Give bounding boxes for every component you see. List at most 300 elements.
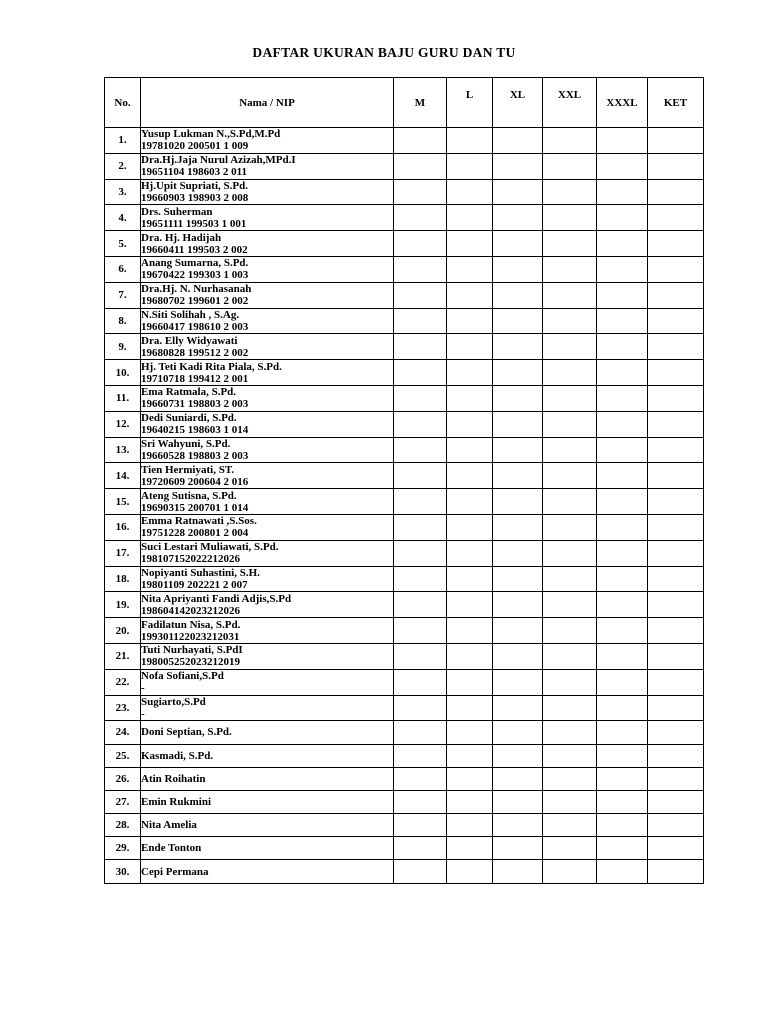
table-row xyxy=(105,128,704,154)
row-number: 12. xyxy=(105,411,141,437)
person-name: Ende Tonton xyxy=(141,842,202,855)
size-cell-l xyxy=(447,837,493,860)
size-cell-l xyxy=(447,153,493,179)
table-body xyxy=(105,128,704,884)
header-size-xxxl: XXXL xyxy=(597,78,648,128)
person-name: Hj. Teti Kadi Rita Piala, S.Pd. xyxy=(141,360,282,373)
size-cell-m xyxy=(394,385,447,411)
size-cell-xxxl xyxy=(597,411,648,437)
row-number: 4. xyxy=(105,205,141,231)
size-cell-l xyxy=(447,744,493,767)
person-nip: 19660417 198610 2 003 xyxy=(141,320,249,333)
size-cell-ket xyxy=(648,837,704,860)
table-row xyxy=(105,837,704,860)
table-row xyxy=(105,618,704,644)
size-cell-xxl xyxy=(543,385,597,411)
size-cell-l xyxy=(447,179,493,205)
size-cell-l xyxy=(447,128,493,154)
person-nip: 19660528 198803 2 003 xyxy=(141,449,249,462)
size-cell-xl xyxy=(493,643,543,669)
person-nip: 19680702 199601 2 002 xyxy=(141,295,249,308)
size-cell-m xyxy=(394,744,447,767)
size-cell-xl xyxy=(493,334,543,360)
person-name: Sugiarto,S.Pd xyxy=(141,695,206,708)
row-number: 15. xyxy=(105,489,141,515)
name-nip-cell xyxy=(141,489,394,515)
person-name: Doni Septian, S.Pd. xyxy=(141,726,232,739)
row-number: 18. xyxy=(105,566,141,592)
person-nip: 198107152022212026 xyxy=(141,553,240,566)
person-nip: 19680828 199512 2 002 xyxy=(141,346,249,359)
size-cell-xxl xyxy=(543,721,597,744)
size-cell-xxxl xyxy=(597,437,648,463)
size-cell-l xyxy=(447,790,493,813)
name-nip-cell xyxy=(141,360,394,386)
size-cell-xxl xyxy=(543,744,597,767)
table-row xyxy=(105,256,704,282)
name-nip-cell xyxy=(141,814,394,837)
name-nip-cell xyxy=(141,592,394,618)
size-cell-xxxl xyxy=(597,695,648,721)
person-name: Ema Ratmala, S.Pd. xyxy=(141,386,237,399)
size-cell-ket xyxy=(648,385,704,411)
size-cell-xxl xyxy=(543,360,597,386)
person-name: Kasmadi, S.Pd. xyxy=(141,749,214,762)
name-nip-cell xyxy=(141,837,394,860)
size-cell-ket xyxy=(648,489,704,515)
size-cell-m xyxy=(394,669,447,695)
size-cell-ket xyxy=(648,463,704,489)
row-number: 25. xyxy=(105,744,141,767)
size-cell-m xyxy=(394,489,447,515)
size-cell-xl xyxy=(493,437,543,463)
table-row xyxy=(105,231,704,257)
size-cell-ket xyxy=(648,592,704,618)
name-nip-cell xyxy=(141,282,394,308)
name-nip-cell xyxy=(141,618,394,644)
person-name: Fadilatun Nisa, S.Pd. xyxy=(141,618,241,631)
document-title: DAFTAR UKURAN BAJU GURU DAN TU xyxy=(252,45,516,60)
size-cell-ket xyxy=(648,360,704,386)
size-cell-xxxl xyxy=(597,489,648,515)
size-cell-l xyxy=(447,282,493,308)
size-cell-m xyxy=(394,205,447,231)
size-cell-ket xyxy=(648,308,704,334)
size-cell-xxxl xyxy=(597,814,648,837)
name-nip-cell xyxy=(141,695,394,721)
size-cell-xxxl xyxy=(597,592,648,618)
person-nip: 19670422 199303 1 003 xyxy=(141,269,249,282)
size-cell-xxl xyxy=(543,592,597,618)
name-nip-cell xyxy=(141,790,394,813)
header-size-m: M xyxy=(394,78,447,128)
size-cell-xl xyxy=(493,385,543,411)
size-cell-m xyxy=(394,231,447,257)
person-name: Hj.Upit Supriati, S.Pd. xyxy=(141,179,248,192)
table-row xyxy=(105,308,704,334)
row-number: 5. xyxy=(105,231,141,257)
size-cell-ket xyxy=(648,767,704,790)
size-cell-l xyxy=(447,360,493,386)
size-cell-m xyxy=(394,790,447,813)
size-cell-l xyxy=(447,767,493,790)
name-nip-cell xyxy=(141,308,394,334)
size-cell-xxxl xyxy=(597,205,648,231)
size-cell-xl xyxy=(493,282,543,308)
size-cell-xxxl xyxy=(597,334,648,360)
size-cell-ket xyxy=(648,669,704,695)
size-cell-ket xyxy=(648,790,704,813)
size-cell-l xyxy=(447,592,493,618)
size-cell-m xyxy=(394,540,447,566)
person-nip: 19660731 198803 2 003 xyxy=(141,398,249,411)
size-cell-xl xyxy=(493,205,543,231)
person-nip: - xyxy=(141,682,145,695)
name-nip-cell xyxy=(141,411,394,437)
table-row xyxy=(105,790,704,813)
row-number: 28. xyxy=(105,814,141,837)
table-row xyxy=(105,744,704,767)
table-row xyxy=(105,360,704,386)
header-no: No. xyxy=(105,78,141,128)
size-cell-xl xyxy=(493,695,543,721)
size-cell-xxl xyxy=(543,308,597,334)
size-cell-xl xyxy=(493,514,543,540)
size-cell-xxl xyxy=(543,256,597,282)
size-cell-m xyxy=(394,256,447,282)
table-header-row xyxy=(105,78,704,128)
row-number: 27. xyxy=(105,790,141,813)
size-cell-xxxl xyxy=(597,767,648,790)
size-cell-m xyxy=(394,153,447,179)
header-ket: KET xyxy=(648,78,704,128)
table-row xyxy=(105,767,704,790)
size-cell-xxxl xyxy=(597,566,648,592)
size-cell-l xyxy=(447,814,493,837)
size-cell-xxl xyxy=(543,489,597,515)
size-cell-xl xyxy=(493,308,543,334)
person-nip: - xyxy=(141,707,145,720)
size-cell-xxl xyxy=(543,860,597,883)
row-number: 14. xyxy=(105,463,141,489)
row-number: 17. xyxy=(105,540,141,566)
size-cell-ket xyxy=(648,540,704,566)
size-cell-m xyxy=(394,721,447,744)
size-cell-xxl xyxy=(543,231,597,257)
size-cell-m xyxy=(394,618,447,644)
size-cell-l xyxy=(447,334,493,360)
table-row xyxy=(105,514,704,540)
size-cell-ket xyxy=(648,721,704,744)
size-cell-xxl xyxy=(543,540,597,566)
person-name: Dra. Hj. Hadijah xyxy=(141,231,222,244)
name-nip-cell xyxy=(141,231,394,257)
table-row xyxy=(105,334,704,360)
table-row xyxy=(105,153,704,179)
size-cell-xl xyxy=(493,256,543,282)
row-number: 2. xyxy=(105,153,141,179)
table-row xyxy=(105,592,704,618)
name-nip-cell xyxy=(141,514,394,540)
person-nip: 19801109 202221 2 007 xyxy=(141,578,248,591)
size-cell-xxxl xyxy=(597,618,648,644)
size-cell-l xyxy=(447,489,493,515)
person-name: Dra. Elly Widyawati xyxy=(141,334,238,347)
name-nip-cell xyxy=(141,153,394,179)
row-number: 6. xyxy=(105,256,141,282)
size-cell-xxxl xyxy=(597,179,648,205)
size-cell-xxl xyxy=(543,334,597,360)
table-row xyxy=(105,669,704,695)
person-name: Emma Ratnawati ,S.Sos. xyxy=(141,515,257,528)
size-cell-ket xyxy=(648,153,704,179)
size-cell-xxxl xyxy=(597,837,648,860)
size-cell-ket xyxy=(648,514,704,540)
size-cell-xl xyxy=(493,153,543,179)
size-cell-m xyxy=(394,767,447,790)
size-cell-l xyxy=(447,669,493,695)
size-cell-ket xyxy=(648,618,704,644)
size-cell-m xyxy=(394,695,447,721)
name-nip-cell xyxy=(141,437,394,463)
row-number: 30. xyxy=(105,860,141,883)
header-size-xl: XL xyxy=(493,78,543,128)
person-name: Nopiyanti Suhastini, S.H. xyxy=(141,566,260,579)
name-nip-cell xyxy=(141,179,394,205)
size-cell-m xyxy=(394,463,447,489)
table-row xyxy=(105,695,704,721)
row-number: 19. xyxy=(105,592,141,618)
name-nip-cell xyxy=(141,128,394,154)
size-cell-xxxl xyxy=(597,360,648,386)
row-number: 16. xyxy=(105,514,141,540)
person-nip: 19751228 200801 2 004 xyxy=(141,527,249,540)
size-cell-xxxl xyxy=(597,128,648,154)
person-nip: 19640215 198603 1 014 xyxy=(141,424,249,437)
person-name: Suci Lestari Muliawati, S.Pd. xyxy=(141,541,279,554)
table-row xyxy=(105,385,704,411)
size-cell-xxl xyxy=(543,566,597,592)
size-cell-ket xyxy=(648,695,704,721)
size-cell-ket xyxy=(648,814,704,837)
table-row xyxy=(105,721,704,744)
person-name: Anang Sumarna, S.Pd. xyxy=(141,257,249,270)
person-nip: 19651111 199503 1 001 xyxy=(141,217,247,230)
person-nip: 19710718 199412 2 001 xyxy=(141,372,249,385)
size-cell-xxl xyxy=(543,695,597,721)
row-number: 13. xyxy=(105,437,141,463)
table-row xyxy=(105,179,704,205)
person-nip: 198005252023212019 xyxy=(141,656,240,669)
row-number: 11. xyxy=(105,385,141,411)
size-cell-l xyxy=(447,411,493,437)
size-cell-ket xyxy=(648,256,704,282)
size-cell-m xyxy=(394,360,447,386)
person-nip: 19660411 199503 2 002 xyxy=(141,243,248,256)
size-cell-xxl xyxy=(543,618,597,644)
name-nip-cell xyxy=(141,643,394,669)
size-cell-xl xyxy=(493,767,543,790)
size-cell-l xyxy=(447,721,493,744)
person-name: Ateng Sutisna, S.Pd. xyxy=(141,489,237,502)
size-cell-m xyxy=(394,437,447,463)
row-number: 29. xyxy=(105,837,141,860)
person-name: Emin Rukmini xyxy=(141,795,211,808)
size-cell-xxxl xyxy=(597,231,648,257)
size-cell-m xyxy=(394,860,447,883)
size-cell-m xyxy=(394,643,447,669)
header-size-xxl: XXL xyxy=(543,78,597,128)
name-nip-cell xyxy=(141,540,394,566)
table-row xyxy=(105,411,704,437)
table-row xyxy=(105,205,704,231)
size-cell-ket xyxy=(648,566,704,592)
size-cell-xl xyxy=(493,860,543,883)
size-cell-xxl xyxy=(543,205,597,231)
size-cell-m xyxy=(394,282,447,308)
person-name: Drs. Suherman xyxy=(141,205,213,218)
row-number: 1. xyxy=(105,128,141,154)
name-nip-cell xyxy=(141,385,394,411)
size-cell-m xyxy=(394,411,447,437)
size-cell-ket xyxy=(648,231,704,257)
size-cell-xxl xyxy=(543,643,597,669)
name-nip-cell xyxy=(141,767,394,790)
size-cell-l xyxy=(447,540,493,566)
person-name: Tuti Nurhayati, S.PdI xyxy=(141,644,243,657)
size-cell-l xyxy=(447,463,493,489)
person-name: Dra.Hj. N. Nurhasanah xyxy=(141,283,252,296)
size-cell-xl xyxy=(493,540,543,566)
size-cell-xxl xyxy=(543,179,597,205)
size-cell-xl xyxy=(493,489,543,515)
person-nip: 198604142023212026 xyxy=(141,604,240,617)
size-cell-xxxl xyxy=(597,153,648,179)
size-cell-m xyxy=(394,334,447,360)
size-cell-xxxl xyxy=(597,282,648,308)
size-cell-ket xyxy=(648,205,704,231)
size-cell-ket xyxy=(648,282,704,308)
size-cell-m xyxy=(394,592,447,618)
size-cell-xxl xyxy=(543,463,597,489)
name-nip-cell xyxy=(141,721,394,744)
row-number: 21. xyxy=(105,643,141,669)
size-cell-xxl xyxy=(543,837,597,860)
size-cell-l xyxy=(447,256,493,282)
size-cell-m xyxy=(394,814,447,837)
size-cell-xl xyxy=(493,814,543,837)
name-nip-cell xyxy=(141,256,394,282)
size-cell-xl xyxy=(493,618,543,644)
size-cell-ket xyxy=(648,179,704,205)
size-cell-l xyxy=(447,566,493,592)
size-cell-xxxl xyxy=(597,385,648,411)
size-cell-l xyxy=(447,385,493,411)
size-cell-xl xyxy=(493,360,543,386)
person-name: Yusup Lukman N.,S.Pd,M.Pd xyxy=(141,128,281,141)
table-row xyxy=(105,566,704,592)
row-number: 7. xyxy=(105,282,141,308)
size-cell-l xyxy=(447,231,493,257)
size-cell-l xyxy=(447,308,493,334)
person-name: Tien Hermiyati, ST. xyxy=(141,463,235,476)
size-cell-xxxl xyxy=(597,669,648,695)
size-cell-xxl xyxy=(543,437,597,463)
size-cell-m xyxy=(394,837,447,860)
person-nip: 19720609 200604 2 016 xyxy=(141,475,249,488)
row-number: 23. xyxy=(105,695,141,721)
size-cell-xxl xyxy=(543,814,597,837)
size-cell-xxl xyxy=(543,128,597,154)
table-row xyxy=(105,814,704,837)
size-cell-xl xyxy=(493,566,543,592)
size-cell-ket xyxy=(648,437,704,463)
size-cell-xl xyxy=(493,669,543,695)
size-cell-l xyxy=(447,695,493,721)
size-cell-xl xyxy=(493,128,543,154)
size-cell-xxl xyxy=(543,153,597,179)
size-cell-m xyxy=(394,128,447,154)
size-cell-ket xyxy=(648,334,704,360)
size-cell-ket xyxy=(648,643,704,669)
table-row xyxy=(105,463,704,489)
name-nip-cell xyxy=(141,860,394,883)
person-nip: 19660903 198903 2 008 xyxy=(141,191,249,204)
size-cell-xl xyxy=(493,744,543,767)
table-row xyxy=(105,860,704,883)
size-cell-xxl xyxy=(543,411,597,437)
size-cell-ket xyxy=(648,411,704,437)
table-row xyxy=(105,282,704,308)
person-nip: 19690315 200701 1 014 xyxy=(141,501,249,514)
person-nip: 199301122023212031 xyxy=(141,630,240,643)
row-number: 24. xyxy=(105,721,141,744)
name-nip-cell xyxy=(141,744,394,767)
size-cell-ket xyxy=(648,744,704,767)
size-cell-xl xyxy=(493,837,543,860)
table-row xyxy=(105,643,704,669)
size-cell-xxxl xyxy=(597,514,648,540)
person-name: Dedi Suniardi, S.Pd. xyxy=(141,412,237,425)
name-nip-cell xyxy=(141,669,394,695)
name-nip-cell xyxy=(141,463,394,489)
person-name: N.Siti Solihah , S.Ag. xyxy=(141,308,240,321)
size-cell-xxxl xyxy=(597,744,648,767)
row-number: 26. xyxy=(105,767,141,790)
size-cell-xl xyxy=(493,231,543,257)
size-cell-l xyxy=(447,618,493,644)
row-number: 3. xyxy=(105,179,141,205)
row-number: 10. xyxy=(105,360,141,386)
row-number: 20. xyxy=(105,618,141,644)
size-cell-l xyxy=(447,514,493,540)
size-cell-xxxl xyxy=(597,790,648,813)
size-cell-m xyxy=(394,514,447,540)
name-nip-cell xyxy=(141,566,394,592)
person-name: Nita Amelia xyxy=(141,819,197,832)
table-row xyxy=(105,437,704,463)
size-cell-xxl xyxy=(543,669,597,695)
size-cell-xxxl xyxy=(597,540,648,566)
size-cell-ket xyxy=(648,860,704,883)
size-cell-xxxl xyxy=(597,256,648,282)
row-number: 22. xyxy=(105,669,141,695)
size-cell-xxl xyxy=(543,282,597,308)
person-name: Cepi Permana xyxy=(141,865,209,878)
size-cell-xxl xyxy=(543,514,597,540)
size-cell-xl xyxy=(493,463,543,489)
person-nip: 19781020 200501 1 009 xyxy=(141,140,249,153)
